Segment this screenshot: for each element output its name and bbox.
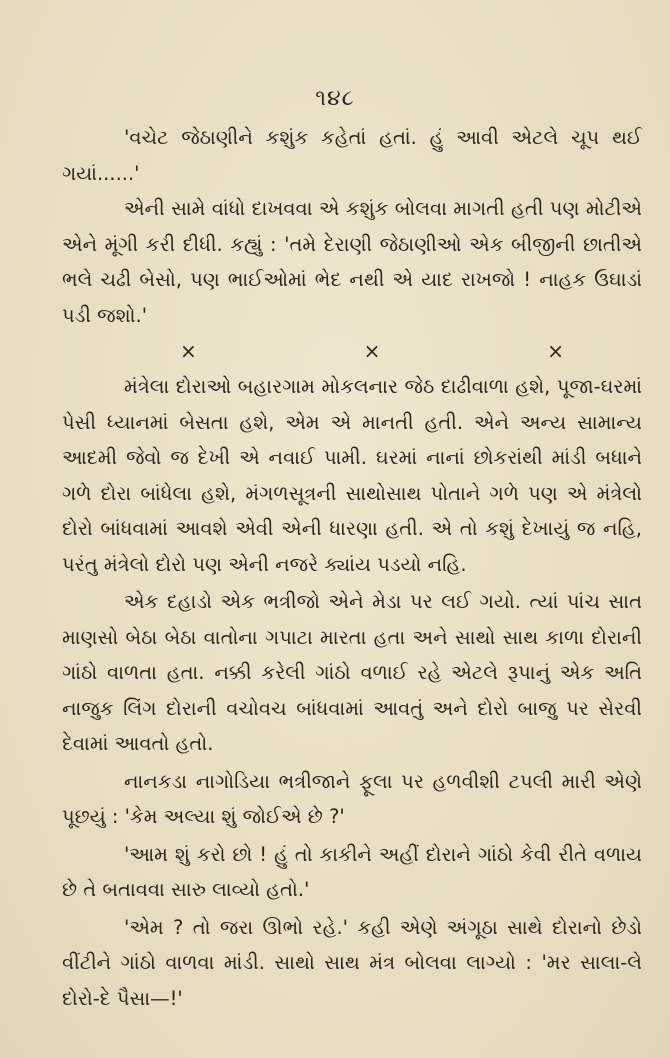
- paragraph-5: નાનકડા નાગોડિયા ભત્રીજાને ફૂલા પર હળવીશી ટપલી મારી એણે પૂછયું : 'કેમ અલ્યા શું જોઈએ છે ?': [62, 769, 642, 828]
- separator-mark-3: ×: [547, 339, 564, 363]
- separator-mark-1: ×: [180, 339, 197, 363]
- separator-mark-2: ×: [363, 339, 381, 363]
- paragraph-1: 'વચેટ જેઠાણીને કશુંક કહેતાં હતાં. હું આવી એટલે ચૂપ થઈ ગયાં......': [62, 126, 642, 185]
- section-separator: [62, 333, 642, 369]
- paragraph-6: 'આમ શું કરો છો ! હું તો કાકીને અહીં દોરાને ગાંઠો કેવી રીતે વળાય છે તે બતાવવા સારુ લાવ્યો હતો.': [62, 842, 642, 901]
- body-text: [62, 120, 642, 1016]
- paragraph-7: 'એમ ? તો જરા ઊભો રહે.' કહી એણે અંગૂઠા સાથે દોરાનો છેડો વીંટીને ગાંઠો વાળવા માંડી. સાથો સાથ મંત્ર બોલવા લાગ્યો : 'મર સાલા-લે દોરો-દે પૈસા—!': [62, 915, 642, 1010]
- page-number: ૧૪૮: [315, 86, 355, 111]
- paragraph-2: એની સામે વાંધો દાખવવા એ કશુંક બોલવા માગતી હતી પણ મોટીએ એને મૂંગી કરી દીધી. કહ્યું : 'તમે દેરાણી જેઠાણીઓ એક બીજીની છાતીએ ભલે ચઢી બેસો, પણ ભાઈઓમાં ભેદ નથી એ યાદ રાખજો ! નાહક ઉઘાડાં પડી જશો.': [62, 197, 642, 327]
- paragraph-3: મંત્રેલા દોરાઓ બહારગામ મોકલનાર જેઠ દાઢીવાળા હશે, પૂજા-ઘરમાં પેસી ધ્યાનમાં બેસતા હશે, એમ એ માનતી હતી. એને અન્ય સામાન્ય આદમી જેવો જ દેખી એ નવાઈ પામી. ઘરમાં નાનાં છોકરાંથી માંડી બધાને ગળે દોરા બાંધેલા હશે, મંગળસૂત્રની સાથોસાથ પોતાને ગળે પણ એ મંત્રેલો દોરો બાંધવામાં આવશે એવી એની ધારણા હતી. એ તો કશું દેખાયું જ નહિ, પરંતુ મંત્રેલો દોરો પણ એની નજરે ક્યાંય પડયો નહિ.: [62, 375, 642, 576]
- paragraph-4: એક દહાડો એક ભત્રીજો એને મેડા પર લઈ ગયો. ત્યાં પાંચ સાત માણસો બેઠા બેઠા વાતોના ગપાટા મારતા હતા અને સાથો સાથ કાળા દોરાની ગાંઠો વાળતા હતા. નક્કી કરેલી ગાંઠો વળાઈ રહે એટલે રૂપાનું એક અતિ નાજુક લિંગ દોરાની વચોવચ બાંધવામાં આવતું અને દોરો બાજુ પર સેરવી દેવામાં આવતો હતો.: [62, 590, 642, 755]
